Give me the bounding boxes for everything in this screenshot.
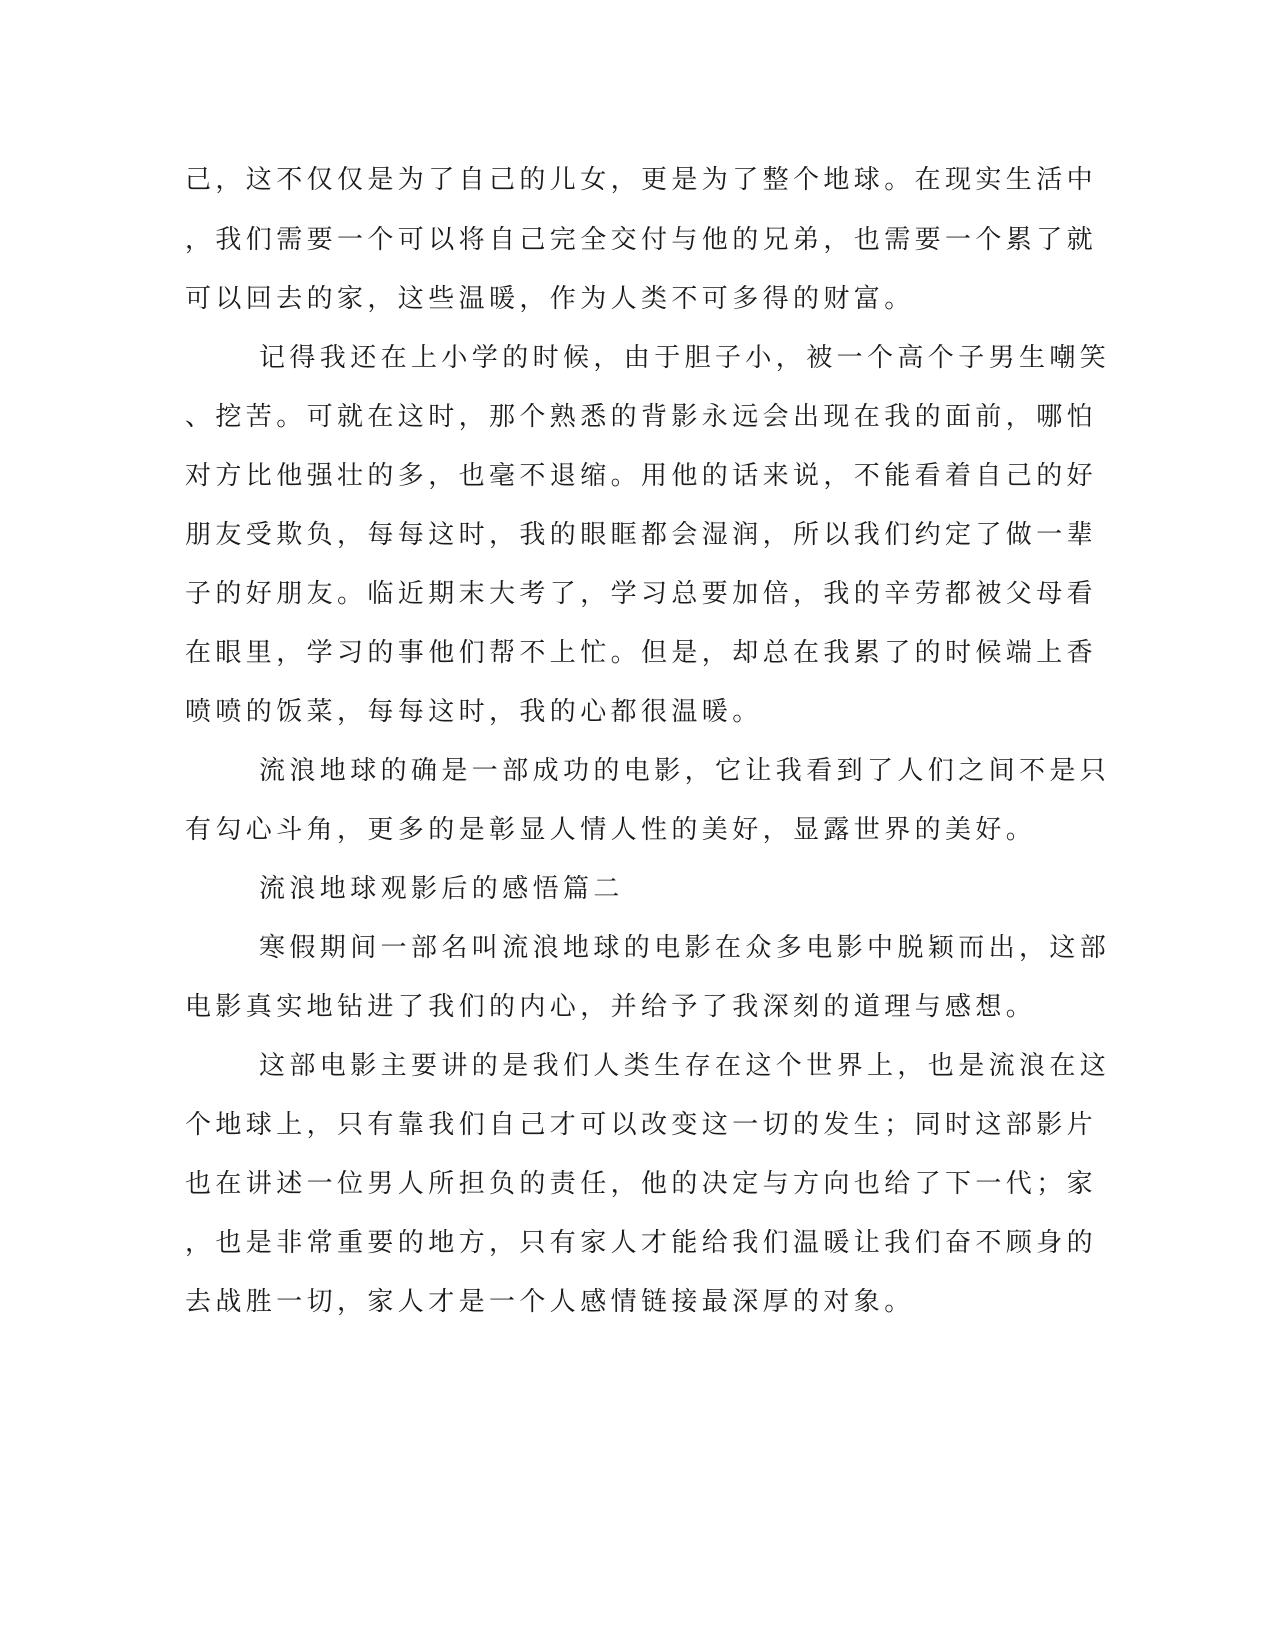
paragraph-1-line-3: 可以回去的家，这些温暖，作为人类不可多得的财富。 xyxy=(185,284,915,314)
paragraph-3-line-2: 有勾心斗角，更多的是彰显人情人性的美好，显露世界的美好。 xyxy=(185,815,1037,845)
paragraph-2-line-7: 喷喷的饭菜，每每这时，我的心都很温暖。 xyxy=(185,697,763,727)
paragraph-5-line-4: ，也是非常重要的地方，只有家人才能给我们温暖让我们奋不顾身的 xyxy=(185,1228,1098,1258)
paragraph-2-line-6: 在眼里，学习的事他们帮不上忙。但是，却总在我累了的时候端上香 xyxy=(185,638,1098,668)
paragraph-5-line-1: 这部电影主要讲的是我们人类生存在这个世界上，也是流浪在这 xyxy=(259,1051,1111,1081)
paragraph-1-line-1: 己，这不仅仅是为了自己的儿女，更是为了整个地球。在现实生活中 xyxy=(185,165,1098,195)
paragraph-1-line-2: ，我们需要一个可以将自己完全交付与他的兄弟，也需要一个累了就 xyxy=(185,225,1098,255)
paragraph-3-line-1: 流浪地球的确是一部成功的电影，它让我看到了人们之间不是只 xyxy=(259,756,1111,786)
paragraph-4-line-2: 电影真实地钻进了我们的内心，并给予了我深刻的道理与感想。 xyxy=(185,992,1037,1022)
paragraph-2-line-3: 对方比他强壮的多，也毫不退缩。用他的话来说，不能看着自己的好 xyxy=(185,461,1098,491)
paragraph-4-line-1: 寒假期间一部名叫流浪地球的电影在众多电影中脱颖而出，这部 xyxy=(259,933,1111,963)
paragraph-5-line-5: 去战胜一切，家人才是一个人感情链接最深厚的对象。 xyxy=(185,1287,915,1317)
paragraph-2-line-1: 记得我还在上小学的时候，由于胆子小，被一个高个子男生嘲笑 xyxy=(259,343,1111,373)
paragraph-2-line-4: 朋友受欺负，每每这时，我的眼眶都会湿润，所以我们约定了做一辈 xyxy=(185,520,1098,550)
paragraph-5-line-2: 个地球上，只有靠我们自己才可以改变这一切的发生；同时这部影片 xyxy=(185,1110,1098,1140)
paragraph-2-line-2: 、挖苦。可就在这时，那个熟悉的背影永远会出现在我的面前，哪怕 xyxy=(185,402,1098,432)
paragraph-2-line-5: 子的好朋友。临近期末大考了，学习总要加倍，我的辛劳都被父母看 xyxy=(185,579,1098,609)
paragraph-5-line-3: 也在讲述一位男人所担负的责任，他的决定与方向也给了下一代；家 xyxy=(185,1169,1098,1199)
section-heading: 流浪地球观影后的感悟篇二 xyxy=(259,874,624,904)
